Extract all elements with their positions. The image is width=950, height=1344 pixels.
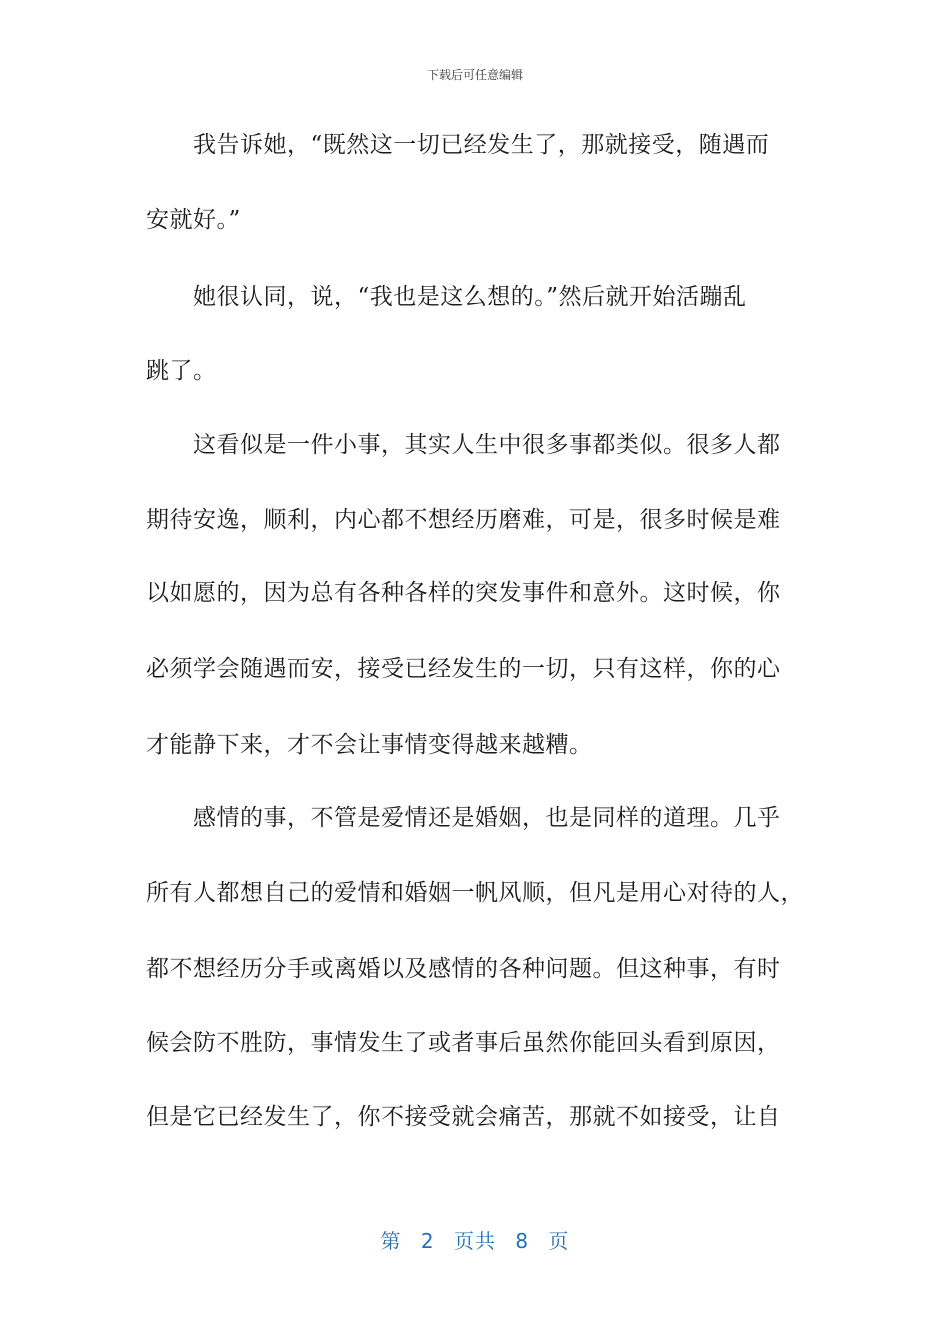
page-header: 下载后可任意编辑 (426, 68, 523, 82)
text-line: 才能静下来，才不会让事情变得越来越糟。 (146, 732, 593, 758)
text-line: 安就好。” (146, 207, 241, 233)
text-line: 必须学会随遇而安，接受已经发生的一切，只有这样，你的心 (146, 656, 781, 682)
text-line: 以如愿的，因为总有各种各样的突发事件和意外。这时候，你 (146, 580, 781, 606)
page-number-footer: 第 2 页共 8 页 (380, 1229, 570, 1253)
text-line: 候会防不胜防，事情发生了或者事后虽然你能回头看到原因， (146, 1030, 781, 1056)
text-line: 这看似是一件小事，其实人生中很多事都类似。很多人都 (146, 432, 781, 458)
text-line: 感情的事，不管是爱情还是婚姻，也是同样的道理。几乎 (146, 805, 781, 831)
text-line: 我告诉她，“既然这一切已经发生了，那就接受，随遇而 (146, 132, 770, 158)
text-line: 跳了。 (146, 358, 217, 384)
text-line: 她很认同，说，“我也是这么想的。”然后就开始活蹦乱 (146, 284, 747, 310)
text-line: 所有人都想自己的爱情和婚姻一帆风顺，但凡是用心对待的人， (146, 880, 804, 906)
text-line: 都不想经历分手或离婚以及感情的各种问题。但这种事，有时 (146, 956, 781, 982)
text-line: 期待安逸，顺利，内心都不想经历磨难，可是，很多时候是难 (146, 507, 781, 533)
text-line: 但是它已经发生了，你不接受就会痛苦，那就不如接受，让自 (146, 1104, 781, 1130)
